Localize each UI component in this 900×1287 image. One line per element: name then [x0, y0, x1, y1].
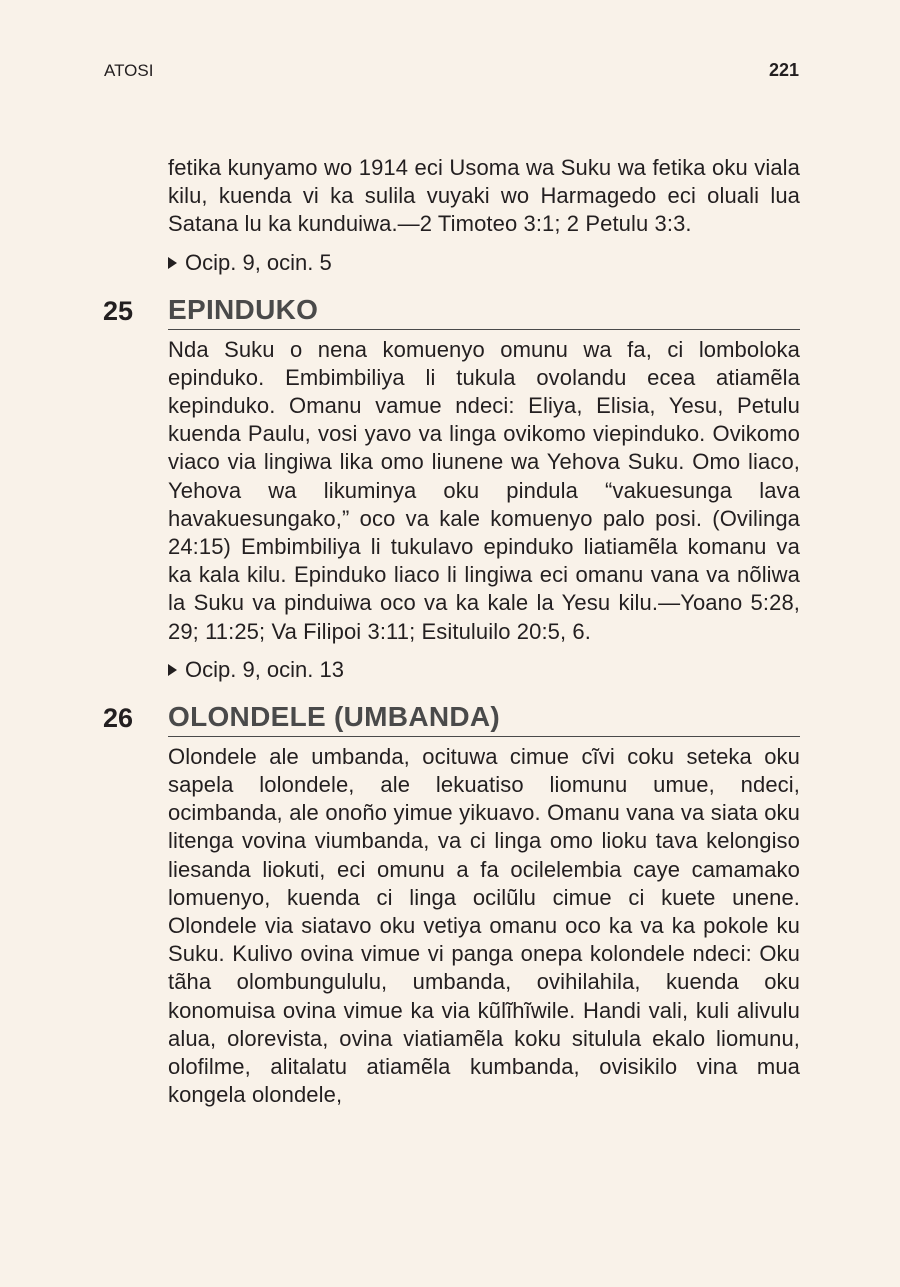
section-body: fetika kunyamo wo 1914 eci Usoma wa Suku wa fetika oku viala kilu, kuenda vi ka sulila vuyaki wo Harmagedo eci oluali lua Satana lu ka kunduiwa.—2 Timoteo 3:1; 2 Petulu 3:3. — [168, 155, 800, 237]
running-head — [104, 60, 799, 81]
page-content — [103, 154, 800, 1109]
running-title: ATOSI — [104, 61, 154, 80]
section-heading — [103, 700, 800, 737]
section-title: OLONDELE (UMBANDA) — [168, 700, 501, 732]
page-number: 221 — [768, 60, 799, 80]
section-body: Nda Suku o nena komuenyo omunu wa fa, ci lomboloka epinduko. Embimbiliya li tukula ovolandu ecea atiamẽla kepinduko. Omanu vamue ndeci: Eliya, Elisia, Yesu, Petulu kuenda Paulu, vosi yavo va linga ovikomo viepinduko. Ovikomo viaco via lingiwa lika omo liunene wa Yehova Suku. Omo liaco, Yehova wa likuminya oku pindula “vakuesunga lava havakuesungako,” oco va kale komuenyo palo posi. (Ovilinga 24:15) Embimbiliya li tukulavo epinduko liatiamẽla komanu va ka kala kilu. Epinduko liaco li lingiwa eci omanu vana va nõliwa la Suku va pinduiwa oco va ka kale la Yesu kilu.—Yoano 5:28, 29; 11:25; Va Filipoi 3:11; Esituluilo 20:5, 6. — [168, 336, 800, 644]
play-triangle-icon — [168, 664, 177, 676]
section-title: EPINDUKO — [168, 293, 319, 325]
reference-text: Ocip. 9, ocin. 13 — [185, 656, 344, 682]
cross-reference[interactable] — [168, 249, 800, 277]
reference-text: Ocip. 9, ocin. 5 — [185, 249, 332, 275]
cross-reference[interactable] — [168, 656, 800, 684]
section-heading — [103, 293, 800, 330]
section-body: Olondele ale umbanda, ocituwa cimue cĩvi coku seteka oku sapela lolondele, ale lekuatiso liomunu umue, ndeci, ocimbanda, ale onoño yimue yikuavo. Omanu vana va siata oku litenga vovina viumbanda, va ci linga omo lioku tava kelongiso liesanda liokuti, eci omunu a fa ocilelembia caye camamako lomuenyo, kuenda ci linga ocilũlu cimue ci kuete unene. Olondele via siatavo oku vetiya omanu oco ka va ka pokole ku Suku. Kulivo ovina vimue vi panga onepa kolondele ndeci: Oku tãha olombungululu, umbanda, ovihilahila, kuenda oku konomuisa ovina vimue ka via kũlĩhĩwile. Handi vali, kuli alivulu alua, olorevista, ovina viatiamẽla koku situlula ekalo liomunu, olofilme, alitalatu atiamẽla kumbanda, ovisikilo vina mua kongela olondele, — [168, 743, 800, 1108]
section-number: 26 — [103, 702, 134, 733]
section-number: 25 — [103, 295, 134, 326]
play-triangle-icon — [168, 257, 177, 269]
